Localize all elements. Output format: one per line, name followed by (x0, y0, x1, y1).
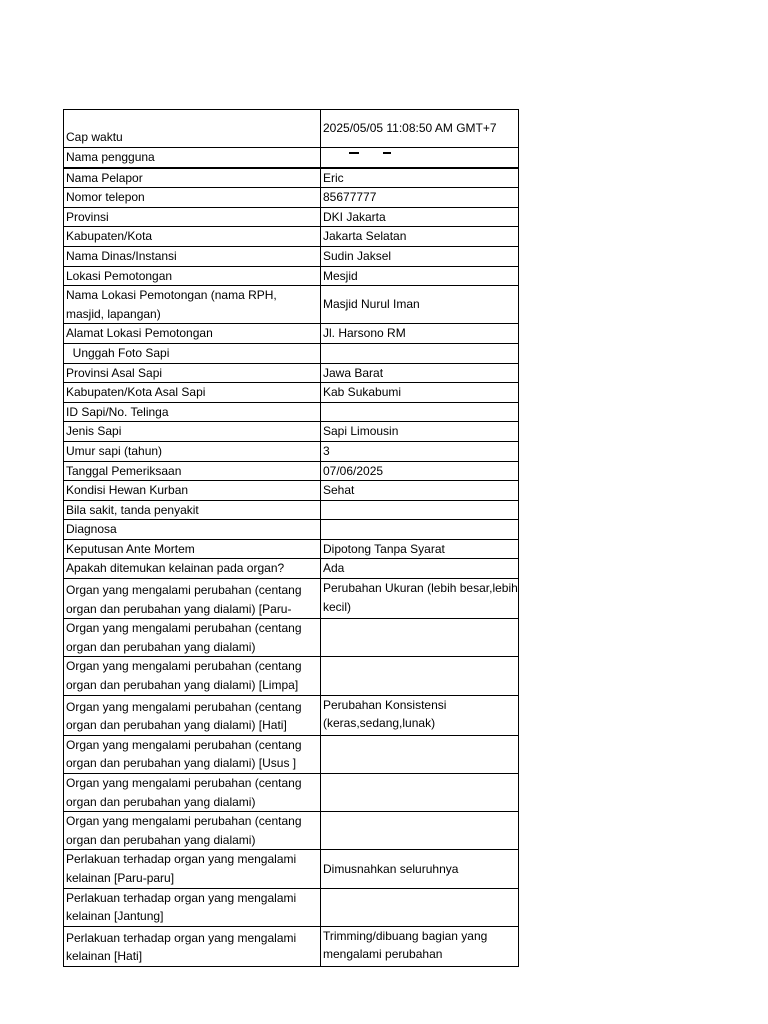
field-value: Sudin Jaksel (321, 246, 519, 266)
redaction-mark (349, 152, 359, 154)
field-value: Mesjid (321, 266, 519, 286)
table-row (64, 619, 519, 657)
field-value: Jawa Barat (321, 363, 519, 383)
field-value: Dipotong Tanpa Syarat (321, 539, 519, 559)
field-value: Kab Sukabumi (321, 383, 519, 403)
field-label: Nama Lokasi Pemotongan (nama RPH, masjid, lapangan) (64, 286, 321, 324)
table-row (64, 888, 519, 926)
table-row (64, 422, 519, 442)
field-label: Organ yang mengalami perubahan (centang organ dan perubahan yang dialami) (64, 812, 321, 850)
field-label: Jenis Sapi (64, 422, 321, 442)
field-value (321, 619, 519, 657)
table-row (64, 441, 519, 461)
field-value: 07/06/2025 (321, 461, 519, 481)
field-label: Organ yang mengalami perubahan (centang organ dan perubahan yang dialami) (64, 619, 321, 657)
field-label: Tanggal Pemeriksaan (64, 461, 321, 481)
table-row (64, 383, 519, 403)
table-row (64, 539, 519, 559)
field-label: Unggah Foto Sapi (64, 343, 321, 363)
field-label: Kondisi Hewan Kurban (64, 481, 321, 501)
table-row (64, 343, 519, 363)
redaction-marks (323, 149, 518, 167)
table-row (64, 402, 519, 422)
field-label: Cap waktu (64, 110, 321, 148)
table-row (64, 774, 519, 812)
field-label: Nomor telepon (64, 188, 321, 208)
field-value: Perubahan Konsistensi (keras,sedang,lunak) (321, 695, 519, 735)
field-label: Perlakuan terhadap organ yang mengalami kelainan [Hati] (64, 926, 321, 966)
field-label: Diagnosa (64, 520, 321, 540)
table-row (64, 481, 519, 501)
field-value: Masjid Nurul Iman (321, 286, 519, 324)
field-label: Organ yang mengalami perubahan (centang organ dan perubahan yang dialami) [Hati] (64, 695, 321, 735)
field-value (321, 657, 519, 695)
table-row (64, 461, 519, 481)
field-value-redacted (321, 148, 519, 168)
field-value: Jakarta Selatan (321, 227, 519, 247)
field-value: Ada (321, 559, 519, 579)
field-label: Nama Dinas/Instansi (64, 246, 321, 266)
field-label: Keputusan Ante Mortem (64, 539, 321, 559)
table-row (64, 500, 519, 520)
redaction-mark (383, 152, 391, 154)
table-row (64, 148, 519, 168)
table-row (64, 324, 519, 344)
field-label: ID Sapi/No. Telinga (64, 402, 321, 422)
field-value: Perubahan Ukuran (lebih besar,lebih kecil) (321, 579, 519, 619)
table-row (64, 579, 519, 619)
table-row (64, 246, 519, 266)
field-label: Lokasi Pemotongan (64, 266, 321, 286)
field-label: Organ yang mengalami perubahan (centang organ dan perubahan yang dialami) [Usus ] (64, 735, 321, 773)
table-row (64, 559, 519, 579)
field-value (321, 774, 519, 812)
table-row (64, 363, 519, 383)
table-row (64, 266, 519, 286)
field-label: Bila sakit, tanda penyakit (64, 500, 321, 520)
field-label: Kabupaten/Kota Asal Sapi (64, 383, 321, 403)
field-value (321, 500, 519, 520)
table-row (64, 926, 519, 966)
report-table (63, 109, 519, 967)
field-value: DKI Jakarta (321, 207, 519, 227)
field-label: Organ yang mengalami perubahan (centang organ dan perubahan yang dialami) [Paru- (64, 579, 321, 619)
field-value: Sapi Limousin (321, 422, 519, 442)
table-row (64, 657, 519, 695)
field-value (321, 812, 519, 850)
field-label: Umur sapi (tahun) (64, 441, 321, 461)
field-value: Eric (321, 168, 519, 188)
field-label: Alamat Lokasi Pemotongan (64, 324, 321, 344)
field-value (321, 735, 519, 773)
field-value: 2025/05/05 11:08:50 AM GMT+7 (321, 110, 519, 148)
table-row (64, 286, 519, 324)
field-label: Apakah ditemukan kelainan pada organ? (64, 559, 321, 579)
field-value (321, 343, 519, 363)
field-value: Jl. Harsono RM (321, 324, 519, 344)
field-value: Trimming/dibuang bagian yang mengalami perubahan (321, 926, 519, 966)
field-value: Sehat (321, 481, 519, 501)
field-label: Perlakuan terhadap organ yang mengalami kelainan [Jantung] (64, 888, 321, 926)
field-label: Nama Pelapor (64, 168, 321, 188)
table-row (64, 188, 519, 208)
table-row (64, 520, 519, 540)
field-label: Nama pengguna (64, 148, 321, 168)
table-row (64, 207, 519, 227)
field-value: Dimusnahkan seluruhnya (321, 850, 519, 888)
field-value (321, 520, 519, 540)
field-label: Organ yang mengalami perubahan (centang organ dan perubahan yang dialami) (64, 774, 321, 812)
field-value: 3 (321, 441, 519, 461)
field-value (321, 888, 519, 926)
field-label: Organ yang mengalami perubahan (centang organ dan perubahan yang dialami) [Limpa] (64, 657, 321, 695)
table-row (64, 850, 519, 888)
table-row (64, 168, 519, 188)
table-row (64, 110, 519, 148)
table-row (64, 812, 519, 850)
table-row (64, 735, 519, 773)
field-label: Provinsi (64, 207, 321, 227)
table-row (64, 227, 519, 247)
table-row (64, 695, 519, 735)
field-value (321, 402, 519, 422)
field-value: 85677777 (321, 188, 519, 208)
field-label: Kabupaten/Kota (64, 227, 321, 247)
field-label: Perlakuan terhadap organ yang mengalami kelainan [Paru-paru] (64, 850, 321, 888)
field-label: Provinsi Asal Sapi (64, 363, 321, 383)
